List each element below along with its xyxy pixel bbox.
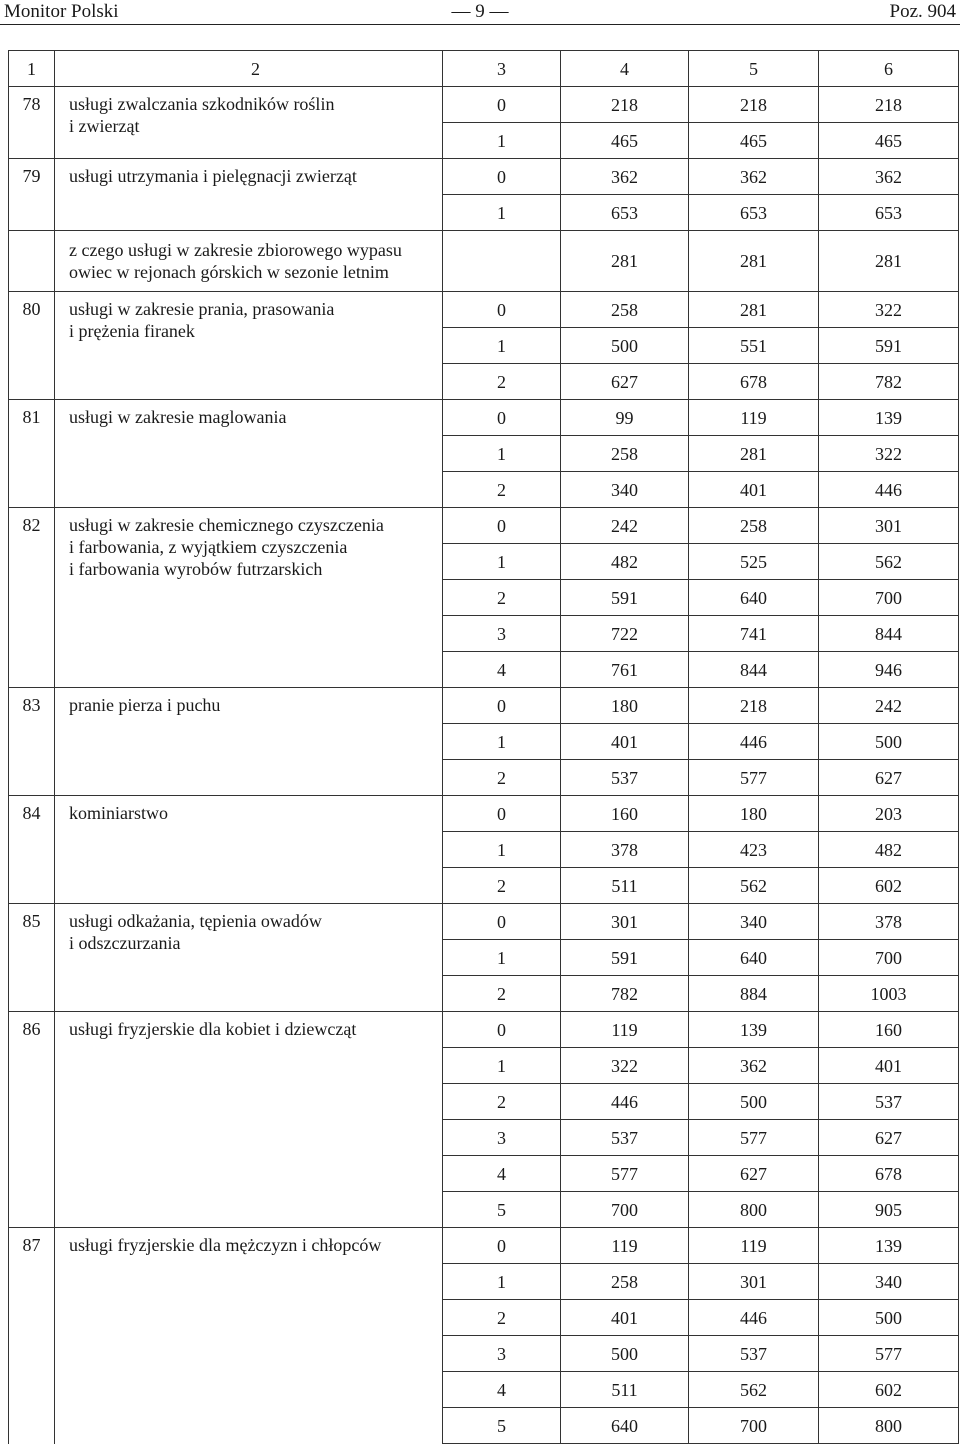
group-code: 0 bbox=[443, 508, 561, 544]
group-code: 1 bbox=[443, 832, 561, 868]
price-value: 1003 bbox=[819, 976, 959, 1012]
table-header-row bbox=[9, 51, 959, 87]
price-value: 322 bbox=[561, 1048, 689, 1084]
price-value: 500 bbox=[689, 1084, 819, 1120]
description-line: usługi odkażania, tępienia owadów bbox=[69, 911, 322, 931]
group-code: 3 bbox=[443, 616, 561, 652]
price-value: 401 bbox=[689, 472, 819, 508]
price-value: 844 bbox=[689, 652, 819, 688]
price-value: 218 bbox=[689, 688, 819, 724]
price-value: 537 bbox=[561, 1120, 689, 1156]
price-value: 591 bbox=[819, 328, 959, 364]
price-value: 99 bbox=[561, 400, 689, 436]
group-code: 1 bbox=[443, 328, 561, 364]
price-value: 378 bbox=[561, 832, 689, 868]
item-number: 80 bbox=[9, 292, 55, 400]
group-code: 4 bbox=[443, 652, 561, 688]
group-code: 0 bbox=[443, 904, 561, 940]
price-value: 119 bbox=[689, 400, 819, 436]
price-value: 281 bbox=[689, 436, 819, 472]
price-value: 446 bbox=[689, 724, 819, 760]
price-value: 551 bbox=[689, 328, 819, 364]
item-number: 86 bbox=[9, 1012, 55, 1228]
price-value: 500 bbox=[819, 724, 959, 760]
price-value: 218 bbox=[819, 87, 959, 123]
price-value: 627 bbox=[819, 760, 959, 796]
item-number: 83 bbox=[9, 688, 55, 796]
price-value: 362 bbox=[561, 159, 689, 195]
description-line: z czego usługi w zakresie zbiorowego wypasu bbox=[69, 240, 402, 260]
price-value: 627 bbox=[689, 1156, 819, 1192]
description-line: pranie pierza i puchu bbox=[69, 695, 221, 715]
item-number: 81 bbox=[9, 400, 55, 508]
price-value: 362 bbox=[819, 159, 959, 195]
price-value: 678 bbox=[819, 1156, 959, 1192]
item-description bbox=[55, 688, 443, 796]
description-line: usługi zwalczania szkodników roślin bbox=[69, 94, 335, 114]
price-value: 640 bbox=[689, 580, 819, 616]
item-number: 87 bbox=[9, 1228, 55, 1444]
group-code: 3 bbox=[443, 1120, 561, 1156]
item-description bbox=[55, 159, 443, 231]
price-value: 160 bbox=[561, 796, 689, 832]
column-header: 1 bbox=[9, 51, 55, 87]
item-number: 84 bbox=[9, 796, 55, 904]
group-code: 1 bbox=[443, 1048, 561, 1084]
price-value: 301 bbox=[561, 904, 689, 940]
column-header: 5 bbox=[689, 51, 819, 87]
table-row bbox=[9, 400, 959, 436]
price-value: 160 bbox=[819, 1012, 959, 1048]
item-number: 85 bbox=[9, 904, 55, 1012]
price-value: 258 bbox=[689, 508, 819, 544]
group-code: 1 bbox=[443, 195, 561, 231]
price-value: 119 bbox=[561, 1012, 689, 1048]
group-code: 1 bbox=[443, 123, 561, 159]
group-code: 0 bbox=[443, 87, 561, 123]
column-header: 3 bbox=[443, 51, 561, 87]
group-code: 2 bbox=[443, 364, 561, 400]
group-code: 0 bbox=[443, 159, 561, 195]
price-value: 627 bbox=[561, 364, 689, 400]
item-description bbox=[55, 1012, 443, 1228]
publication-title: Monitor Polski bbox=[4, 1, 119, 22]
price-value: 482 bbox=[819, 832, 959, 868]
page-header bbox=[0, 0, 960, 25]
table-row bbox=[9, 231, 959, 292]
table-row bbox=[9, 292, 959, 328]
price-value: 362 bbox=[689, 159, 819, 195]
price-value: 511 bbox=[561, 868, 689, 904]
price-value: 180 bbox=[689, 796, 819, 832]
price-value: 700 bbox=[819, 580, 959, 616]
price-value: 500 bbox=[819, 1300, 959, 1336]
price-value: 562 bbox=[689, 1372, 819, 1408]
group-code: 4 bbox=[443, 1372, 561, 1408]
price-value: 905 bbox=[819, 1192, 959, 1228]
price-value: 203 bbox=[819, 796, 959, 832]
item-description bbox=[55, 508, 443, 688]
price-value: 301 bbox=[819, 508, 959, 544]
table-row bbox=[9, 688, 959, 724]
table-row bbox=[9, 1012, 959, 1048]
price-value: 511 bbox=[561, 1372, 689, 1408]
description-line: usługi fryzjerskie dla mężczyzn i chłopców bbox=[69, 1235, 382, 1255]
group-code: 0 bbox=[443, 292, 561, 328]
group-code: 5 bbox=[443, 1192, 561, 1228]
price-value: 577 bbox=[561, 1156, 689, 1192]
price-value: 537 bbox=[819, 1084, 959, 1120]
description-line: i odszczurzania bbox=[69, 933, 181, 953]
group-code: 3 bbox=[443, 1336, 561, 1372]
price-value: 562 bbox=[689, 868, 819, 904]
price-value: 577 bbox=[689, 760, 819, 796]
item-description bbox=[55, 1228, 443, 1444]
group-code: 1 bbox=[443, 544, 561, 580]
description-line: kominiarstwo bbox=[69, 803, 168, 823]
price-value: 500 bbox=[561, 1336, 689, 1372]
description-line: usługi utrzymania i pielęgnacji zwierząt bbox=[69, 166, 357, 186]
column-header: 2 bbox=[55, 51, 443, 87]
price-value: 537 bbox=[689, 1336, 819, 1372]
item-number bbox=[9, 231, 55, 292]
price-value: 446 bbox=[561, 1084, 689, 1120]
price-value: 423 bbox=[689, 832, 819, 868]
price-value: 465 bbox=[689, 123, 819, 159]
price-value: 591 bbox=[561, 580, 689, 616]
price-value: 500 bbox=[561, 328, 689, 364]
description-line: usługi w zakresie chemicznego czyszczenia bbox=[69, 515, 384, 535]
column-header: 4 bbox=[561, 51, 689, 87]
price-value: 258 bbox=[561, 1264, 689, 1300]
description-line: i prężenia firanek bbox=[69, 321, 195, 341]
price-value: 258 bbox=[561, 292, 689, 328]
price-value: 653 bbox=[689, 195, 819, 231]
price-value: 119 bbox=[561, 1228, 689, 1264]
price-value: 800 bbox=[689, 1192, 819, 1228]
price-value: 322 bbox=[819, 292, 959, 328]
item-description bbox=[55, 400, 443, 508]
table-row bbox=[9, 508, 959, 544]
description-line: usługi w zakresie maglowania bbox=[69, 407, 287, 427]
price-value: 242 bbox=[819, 688, 959, 724]
group-code: 0 bbox=[443, 1012, 561, 1048]
price-value: 465 bbox=[819, 123, 959, 159]
group-code: 0 bbox=[443, 1228, 561, 1264]
price-value: 678 bbox=[689, 364, 819, 400]
price-value: 700 bbox=[819, 940, 959, 976]
table-row bbox=[9, 159, 959, 195]
price-value: 139 bbox=[819, 400, 959, 436]
price-value: 465 bbox=[561, 123, 689, 159]
price-value: 800 bbox=[819, 1408, 959, 1444]
price-value: 525 bbox=[689, 544, 819, 580]
price-value: 700 bbox=[561, 1192, 689, 1228]
price-value: 281 bbox=[689, 231, 819, 292]
price-value: 281 bbox=[819, 231, 959, 292]
price-value: 301 bbox=[689, 1264, 819, 1300]
price-value: 562 bbox=[819, 544, 959, 580]
price-value: 446 bbox=[689, 1300, 819, 1336]
item-description bbox=[55, 292, 443, 400]
description-line: i farbowania, z wyjątkiem czyszczenia bbox=[69, 537, 348, 557]
group-code bbox=[443, 231, 561, 292]
description-line: usługi fryzjerskie dla kobiet i dziewcząt bbox=[69, 1019, 357, 1039]
price-value: 258 bbox=[561, 436, 689, 472]
price-value: 700 bbox=[689, 1408, 819, 1444]
price-value: 139 bbox=[689, 1012, 819, 1048]
price-value: 653 bbox=[819, 195, 959, 231]
description-line: usługi w zakresie prania, prasowania bbox=[69, 299, 335, 319]
price-value: 782 bbox=[819, 364, 959, 400]
page-number: — 9 — bbox=[451, 1, 509, 22]
price-value: 482 bbox=[561, 544, 689, 580]
group-code: 1 bbox=[443, 436, 561, 472]
table-row bbox=[9, 87, 959, 123]
price-value: 281 bbox=[689, 292, 819, 328]
item-description bbox=[55, 796, 443, 904]
item-description bbox=[55, 87, 443, 159]
table-row bbox=[9, 796, 959, 832]
position-number: Poz. 904 bbox=[889, 1, 956, 22]
group-code: 2 bbox=[443, 1300, 561, 1336]
price-value: 446 bbox=[819, 472, 959, 508]
item-description bbox=[55, 904, 443, 1012]
price-value: 180 bbox=[561, 688, 689, 724]
price-value: 844 bbox=[819, 616, 959, 652]
price-value: 340 bbox=[561, 472, 689, 508]
price-value: 340 bbox=[689, 904, 819, 940]
group-code: 0 bbox=[443, 400, 561, 436]
price-value: 218 bbox=[561, 87, 689, 123]
price-value: 139 bbox=[819, 1228, 959, 1264]
price-value: 627 bbox=[819, 1120, 959, 1156]
group-code: 0 bbox=[443, 688, 561, 724]
group-code: 1 bbox=[443, 940, 561, 976]
price-value: 401 bbox=[819, 1048, 959, 1084]
price-value: 884 bbox=[689, 976, 819, 1012]
group-code: 1 bbox=[443, 724, 561, 760]
price-value: 401 bbox=[561, 724, 689, 760]
price-value: 591 bbox=[561, 940, 689, 976]
item-number: 79 bbox=[9, 159, 55, 231]
group-code: 2 bbox=[443, 760, 561, 796]
price-value: 782 bbox=[561, 976, 689, 1012]
price-value: 340 bbox=[819, 1264, 959, 1300]
price-value: 119 bbox=[689, 1228, 819, 1264]
price-table bbox=[8, 50, 959, 1444]
price-value: 640 bbox=[689, 940, 819, 976]
price-value: 741 bbox=[689, 616, 819, 652]
price-value: 378 bbox=[819, 904, 959, 940]
price-value: 537 bbox=[561, 760, 689, 796]
group-code: 4 bbox=[443, 1156, 561, 1192]
price-value: 722 bbox=[561, 616, 689, 652]
description-line: i zwierząt bbox=[69, 116, 140, 136]
price-value: 640 bbox=[561, 1408, 689, 1444]
group-code: 5 bbox=[443, 1408, 561, 1444]
price-value: 653 bbox=[561, 195, 689, 231]
table-row bbox=[9, 1228, 959, 1264]
group-code: 2 bbox=[443, 472, 561, 508]
group-code: 2 bbox=[443, 580, 561, 616]
price-value: 946 bbox=[819, 652, 959, 688]
item-number: 82 bbox=[9, 508, 55, 688]
group-code: 2 bbox=[443, 868, 561, 904]
price-value: 602 bbox=[819, 1372, 959, 1408]
group-code: 1 bbox=[443, 1264, 561, 1300]
column-header: 6 bbox=[819, 51, 959, 87]
price-value: 577 bbox=[689, 1120, 819, 1156]
price-value: 577 bbox=[819, 1336, 959, 1372]
table-row bbox=[9, 904, 959, 940]
description-line: i farbowania wyrobów futrzarskich bbox=[69, 559, 323, 579]
price-value: 761 bbox=[561, 652, 689, 688]
price-value: 281 bbox=[561, 231, 689, 292]
group-code: 2 bbox=[443, 1084, 561, 1120]
price-value: 362 bbox=[689, 1048, 819, 1084]
price-value: 242 bbox=[561, 508, 689, 544]
item-description bbox=[55, 231, 443, 292]
group-code: 0 bbox=[443, 796, 561, 832]
price-value: 218 bbox=[689, 87, 819, 123]
group-code: 2 bbox=[443, 976, 561, 1012]
price-value: 401 bbox=[561, 1300, 689, 1336]
description-line: owiec w rejonach górskich w sezonie letnim bbox=[69, 262, 389, 282]
price-value: 602 bbox=[819, 868, 959, 904]
item-number: 78 bbox=[9, 87, 55, 159]
price-value: 322 bbox=[819, 436, 959, 472]
